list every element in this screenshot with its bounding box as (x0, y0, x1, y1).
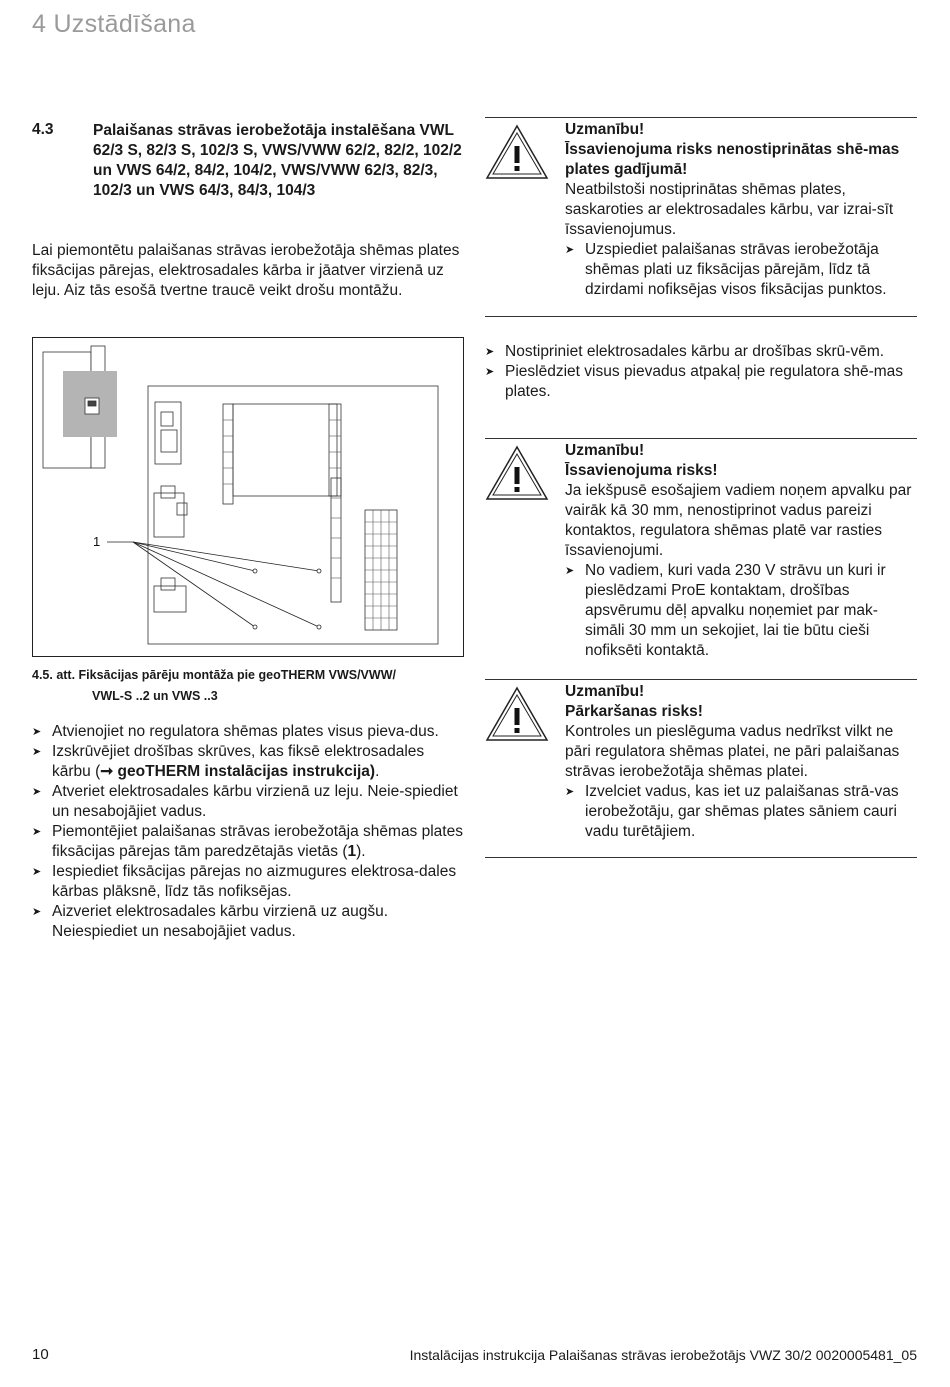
step-item: ➤ Atvienojiet no regulatora shēmas plates visus pieva-dus. (32, 723, 439, 740)
arrow-icon: ➤ (32, 786, 42, 798)
warning-steps (565, 561, 917, 661)
callout-number: 1 (93, 534, 101, 549)
warning-triangle-icon (485, 686, 549, 742)
warning-steps (565, 240, 917, 300)
step-item: ➤ Pieslēdziet visus pievadus atpakaļ pie regulatora shē-mas plates. (485, 363, 904, 400)
terminal-rows (223, 420, 397, 630)
warning-heading: Uzmanību! (565, 683, 645, 700)
arrow-icon: ➤ (565, 786, 575, 798)
callout-lines (107, 542, 321, 629)
warning-box-short-circuit (485, 438, 917, 661)
arrow-icon: ➤ (485, 346, 495, 358)
step-list (32, 722, 464, 942)
doc-reference: ➞ geoTHERM instalācijas instrukcija) (100, 763, 376, 780)
warning-steps (565, 782, 917, 842)
warning-subheading: Īssavienojuma risks nenostiprinātas shē-mas plates gadījumā! (565, 141, 900, 178)
arrow-icon: ➤ (565, 244, 575, 256)
section-number: 4.3 (32, 121, 54, 138)
wiring-diagram (33, 338, 463, 656)
chapter-heading: 4 Uzstādīšana (32, 10, 196, 38)
step-item: ➤ Piemontējiet palaišanas strāvas ierobežotāja shēmas plates fiksācijas pārejas tām paredzētajās vietās (1). (32, 823, 463, 860)
warning-text: Neatbilstoši nostiprinātas shēmas plates, saskaroties ar elektrosadales kārbu, var izrai-sīt īssavienojumus. (565, 181, 894, 238)
warning-subheading: Īssavienojuma risks! (565, 462, 718, 479)
arrow-icon: ➤ (32, 866, 42, 878)
step-item: ➤ Atveriet elektrosadales kārbu virzienā uz leju. Neie-spiediet un nesabojājiet vadus. (32, 783, 458, 820)
warning-text: Kontroles un pieslēguma vadus nedrīkst vilkt ne pāri regulatora shēmas platei, ne pāri palaišanas strāvas ierobežotāja shēmas platei. (565, 723, 900, 780)
warning-triangle-icon (485, 124, 549, 180)
control-board (148, 386, 438, 644)
warning-box-overheating (485, 679, 917, 858)
intro-paragraph: Lai piemontētu palaišanas strāvas ierobežotāja shēmas plates fiksācijas pārejas, elektrosadales kārba ir jāatver virzienā uz leju. Aiz tās esošā tvertne traucē veikt drošu montāžu. (32, 242, 460, 299)
step-item: ➤ Izskrūvējiet drošības skrūves, kas fiksē elektrosadales kārbu (➞ geoTHERM instalācijas instrukcija). (32, 743, 425, 780)
warning-heading: Uzmanību! (565, 442, 645, 459)
page-number: 10 (32, 1346, 49, 1363)
unit-thumbnail (43, 346, 117, 468)
arrow-icon: ➤ (32, 726, 42, 738)
arrow-icon: ➤ (565, 565, 575, 577)
arrow-icon: ➤ (485, 366, 495, 378)
section-title: Palaišanas strāvas ierobežotāja instalēšana VWL 62/3 S, 82/3 S, 102/3 S, VWS/VWW 62/2, 82/2, 102/2 un VWS 64/2, 84/2, 104/2, VWS/VWW 62/3, 82/3, 102/3 un VWS 64/3, 84/3, 104/3 (93, 122, 462, 199)
warning-heading: Uzmanību! (565, 121, 645, 138)
figure-illustration (32, 337, 464, 657)
arrow-icon: ➤ (32, 746, 42, 758)
warning-text: Ja iekšpusē esošajiem vadiem noņem apvalku par vairāk kā 30 mm, nenostiprinot vadus pareizi kontaktos, regulatora shēmas platē var rasties īssavienojumi. (565, 482, 912, 559)
step-item: ➤ Uzspiediet palaišanas strāvas ierobežotāja shēmas plati uz fiksācijas pārejām, līdz tā dzirdami nofiksējas visos fiksācijas punktos. (565, 241, 887, 298)
caption-line-2: VWL-S ..2 un VWS ..3 (92, 689, 218, 703)
warning-subheading: Pārkaršanas risks! (565, 703, 703, 720)
step-item: ➤ Aizveriet elektrosadales kārbu virzienā uz augšu. Neiespiediet un nesabojājiet vadus. (32, 903, 389, 940)
step-list-middle (485, 342, 917, 402)
step-item: ➤ Izvelciet vadus, kas iet uz palaišanas strā-vas ierobežotāju, gar shēmas plates sāniem cauri vadu turētājiem. (565, 783, 899, 840)
arrow-icon: ➤ (32, 906, 42, 918)
caption-line-1: 4.5. att. Fiksācijas pārēju montāža pie geoTHERM VWS/VWW/ (32, 668, 396, 682)
warning-box-short-circuit-board (485, 117, 917, 317)
arrow-icon: ➤ (32, 826, 42, 838)
step-item: ➤ Iespiediet fiksācijas pārejas no aizmugures elektrosa-dales kārbas plāksnē, līdz tās nofiksējas. (32, 863, 457, 900)
footer-text: Instalācijas instrukcija Palaišanas strāvas ierobežotājs VWZ 30/2 0020005481_05 (409, 1347, 917, 1363)
figure-reference: 1 (347, 843, 357, 860)
step-item: ➤ No vadiem, kuri vada 230 V strāvu un kuri ir pieslēdzami ProE kontaktam, drošības apsvērumu dēļ apvalku noņemiet par mak-simāli 30 mm un sekojiet, lai tie būtu cieši nofiksēti kontaktā. (565, 562, 886, 659)
figure-caption (32, 665, 472, 707)
step-item: ➤ Nostipriniet elektrosadales kārbu ar drošības skrū-vēm. (485, 343, 885, 360)
warning-triangle-icon (485, 445, 549, 501)
